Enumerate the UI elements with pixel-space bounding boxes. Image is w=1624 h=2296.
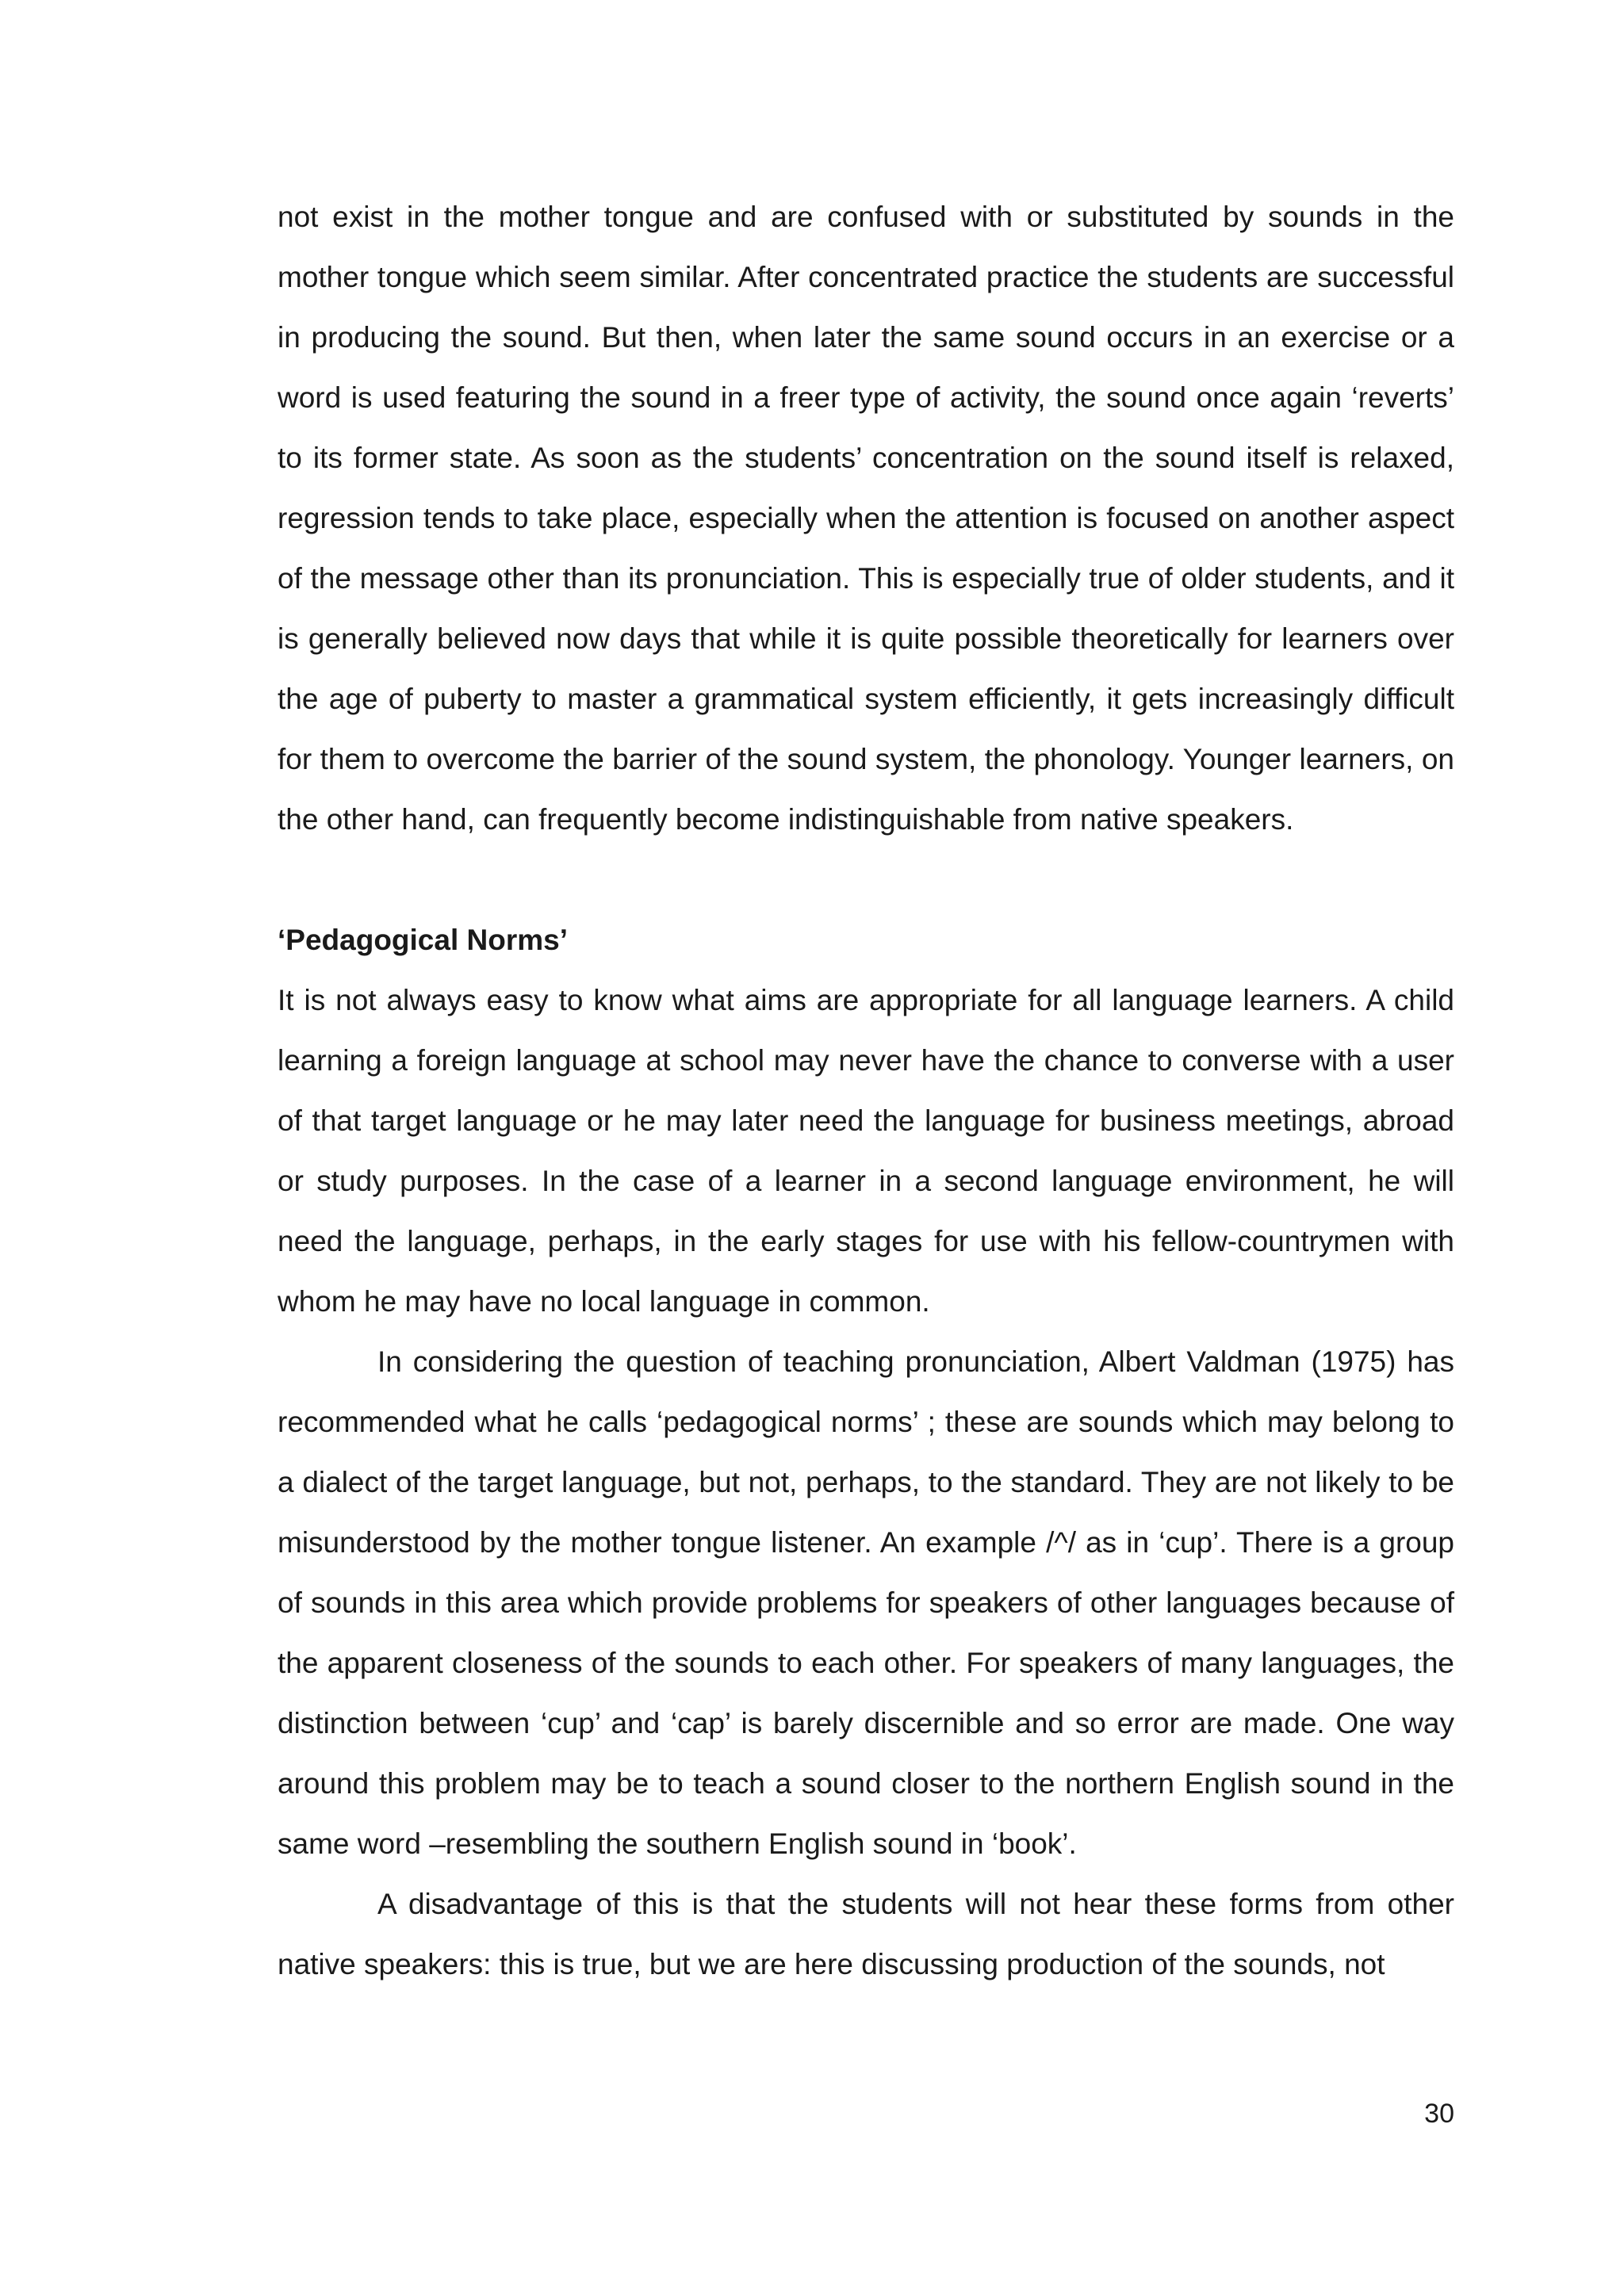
paragraph-aims: It is not always easy to know what aims are appropriate for all language learners. A child learning a foreign language at school may never have the chance to converse with a user of that target language or he may later need the language for business meetings, abroad or study purposes. In the case of a learner in a second language environment, he will need the language, perhaps, in the early stages for use with his fellow-countrymen with whom he may have no local language in common. [278, 984, 1454, 1318]
paragraph-valdman: In considering the question of teaching pronunciation, Albert Valdman (1975) has recommended what he calls ‘pedagogical norms’ ; these are sounds which may belong to a dialect of the target language, but not, perhaps, to the standard. They are not likely to be misunderstood by the mother tongue listener. An example /^/ as in ‘cup’. There is a group of sounds in this area which provide problems for speakers of other languages because of the apparent closeness of the sounds to each other. For speakers of many languages, the distinction between ‘cup’ and ‘cap’ is barely discernible and so error are made. One way around this problem may be to teach a sound closer to the northern English sound in the same word –resembling the southern English sound in ‘book’. [278, 1345, 1454, 1860]
paragraph-phonology: not exist in the mother tongue and are confused with or substituted by sounds in the mother tongue which seem similar. After concentrated practice the students are successful in producing the sound. But then, when later the same sound occurs in an exercise or a word is used featuring the sound in a freer type of activity, the sound once again ‘reverts’ to its former state. As soon as the students’ concentration on the sound itself is relaxed, regression tends to take place, especially when the attention is focused on another aspect of the message other than its pronunciation. This is especially true of older students, and it is generally believed now days that while it is quite possible theoretically for learners over the age of puberty to master a grammatical system efficiently, it gets increasingly difficult for them to overcome the barrier of the sound system, the phonology. Younger learners, on the other hand, can frequently become indistinguishable from native speakers. [278, 201, 1454, 836]
section-heading-pedagogical-norms: ‘Pedagogical Norms’ [278, 924, 568, 956]
page-number: 30 [1424, 2099, 1454, 2129]
paragraph-disadvantage: A disadvantage of this is that the students will not hear these forms from other native speakers: this is true, but we are here discussing production of the sounds, not [278, 1888, 1454, 1980]
page-body [278, 187, 1454, 1995]
